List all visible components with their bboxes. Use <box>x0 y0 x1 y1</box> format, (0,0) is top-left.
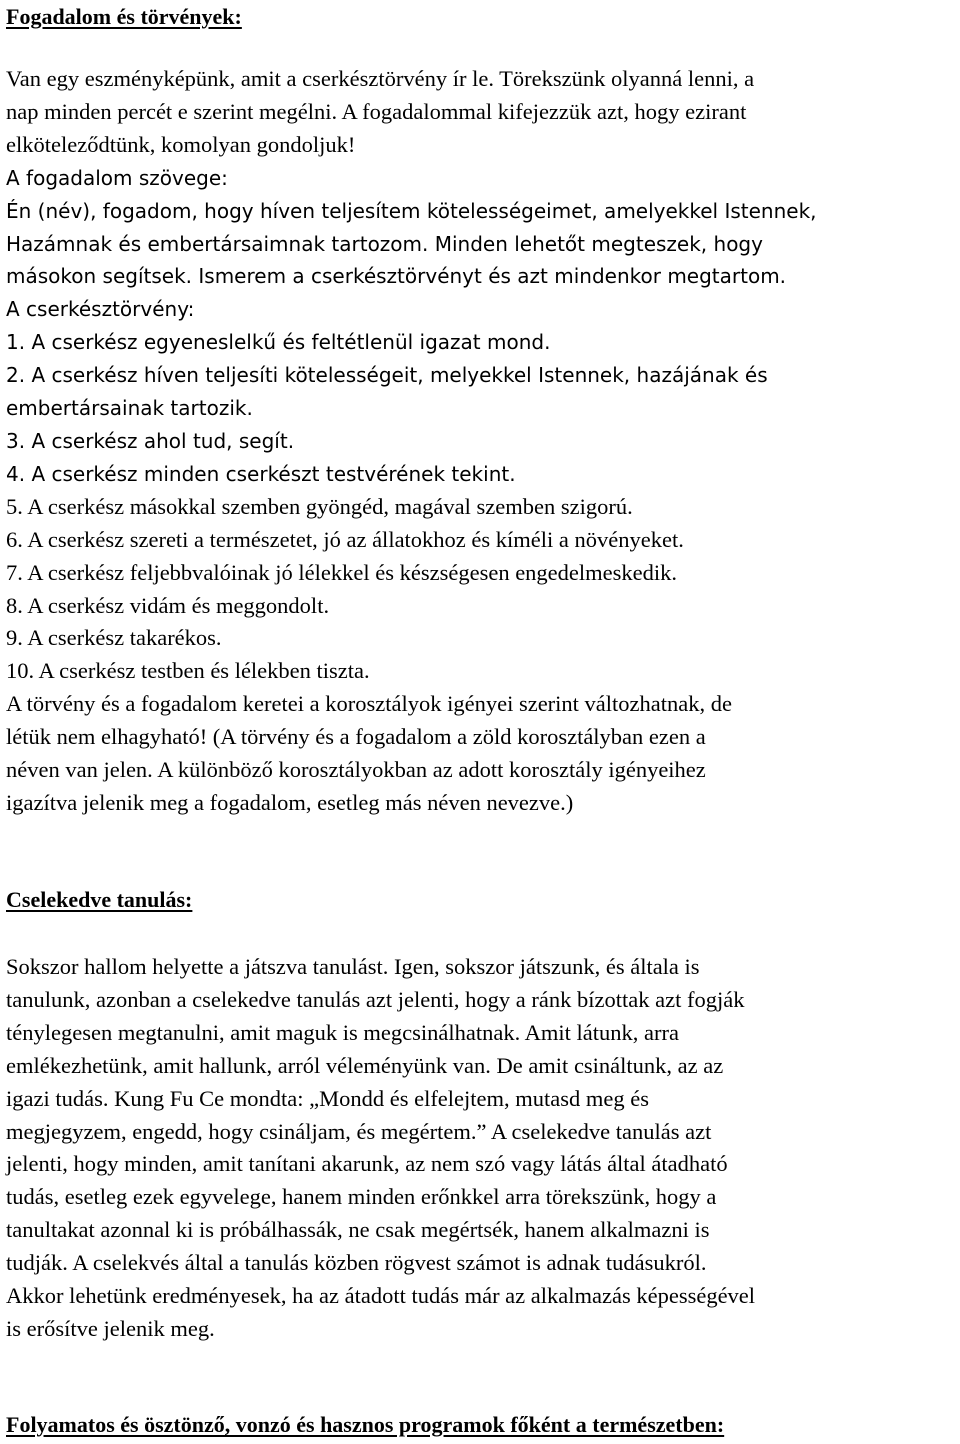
law-item: 9. A cserkész takarékos. <box>6 625 222 651</box>
law-item: 5. A cserkész másokkal szemben gyöngéd, magával szemben szigorú. <box>6 493 633 519</box>
law-item: embertársainak tartozik. <box>6 396 253 421</box>
text-line: is erősítve jelenik meg. <box>6 1315 215 1341</box>
text-line: ténylegesen megtanulni, amit maguk is megcsinálhatnak. Amit látunk, arra <box>6 1019 679 1045</box>
text-line: Akkor lehetünk eredményesek, ha az átadott tudás már az alkalmazás képességével <box>6 1283 756 1309</box>
text-line: A fogadalom szövege: <box>6 165 228 190</box>
section-body-learning-by-doing <box>6 951 755 1346</box>
law-item: 7. A cserkész feljebbvalóinak jó lélekkel és készségesen engedelmeskedik. <box>6 559 678 585</box>
section-heading-vows-and-laws: Fogadalom és törvények: <box>6 4 242 29</box>
text-line: létük nem elhagyható! (A törvény és a fogadalom a zöld korosztályban ezen a <box>6 724 706 750</box>
law-item: 4. A cserkész minden cserkészt testvérének tekint. <box>6 461 516 486</box>
text-line: néven van jelen. A különböző korosztályokban az adott korosztály igényeihez <box>6 757 706 783</box>
text-line: elköteleződtünk, komolyan gondoljuk! <box>6 131 356 157</box>
law-item: 2. A cserkész híven teljesíti kötelességeit, melyekkel Istennek, hazájának és <box>6 363 768 388</box>
text-line: Hazámnak és embertársaimnak tartozom. Minden lehetőt megteszek, hogy <box>6 231 763 256</box>
text-line: emlékezhetünk, amit hallunk, arról véleményünk van. De amit csináltunk, az az <box>6 1052 724 1078</box>
text-line: tanulunk, azonban a cselekedve tanulás azt jelenti, hogy a ránk bízottak azt fogják <box>6 986 745 1012</box>
text-line: másokon segítsek. Ismerem a cserkésztörvényt és azt mindenkor megtartom. <box>6 264 787 289</box>
section-heading-programs-in-nature: Folyamatos és ösztönző, vonzó és hasznos programok főként a természetben: <box>6 1412 725 1437</box>
text-line: jelenti, hogy minden, amit tanítani akarunk, az nem szó vagy látás által átadható <box>6 1151 728 1177</box>
text-line: Én (név), fogadom, hogy híven teljesítem kötelességeimet, amelyekkel Istennek, <box>6 198 817 223</box>
text-line: igazi tudás. Kung Fu Ce mondta: „Mondd és elfelejtem, mutasd meg és <box>6 1085 649 1111</box>
section-body-vows-and-laws <box>6 63 817 820</box>
law-item: 10. A cserkész testben és lélekben tiszta. <box>6 658 370 684</box>
text-line: tanultakat azonnal ki is próbálhassák, ne csak megértsék, hanem alkalmazni is <box>6 1217 710 1243</box>
text-line: A cserkésztörvény: <box>6 297 195 322</box>
text-line: Van egy eszményképünk, amit a cserkésztörvény ír le. Törekszünk olyanná lenni, a <box>6 66 755 91</box>
section-heading-learning-by-doing: Cselekedve tanulás: <box>6 887 193 912</box>
law-item: 6. A cserkész szereti a természetet, jó az állatokhoz és kíméli a növényeket. <box>6 526 684 552</box>
text-line: tudás, esetleg ezek egyvelege, hanem minden erőnkkel arra törekszünk, hogy a <box>6 1184 717 1210</box>
law-item: 3. A cserkész ahol tud, segít. <box>6 428 295 453</box>
text-line: igazítva jelenik meg a fogadalom, esetleg más néven nevezve.) <box>6 789 574 815</box>
text-line: Sokszor hallom helyette a játszva tanulást. Igen, sokszor játszunk, és általa is <box>6 954 700 979</box>
text-line: A törvény és a fogadalom keretei a korosztályok igényei szerint változhatnak, de <box>6 691 732 717</box>
law-item: 8. A cserkész vidám és meggondolt. <box>6 592 330 618</box>
text-line: nap minden percét e szerint megélni. A fogadalommal kifejezzük azt, hogy ezirant <box>6 98 747 124</box>
law-item: 1. A cserkész egyeneslelkű és feltétlenül igazat mond. <box>6 330 551 355</box>
text-line: tudják. A cselekvés által a tanulás közben rögvest számot is adnak tudásukról. <box>6 1250 707 1276</box>
text-line: megjegyzem, engedd, hogy csináljam, és megértem.” A cselekedve tanulás azt <box>6 1118 712 1144</box>
